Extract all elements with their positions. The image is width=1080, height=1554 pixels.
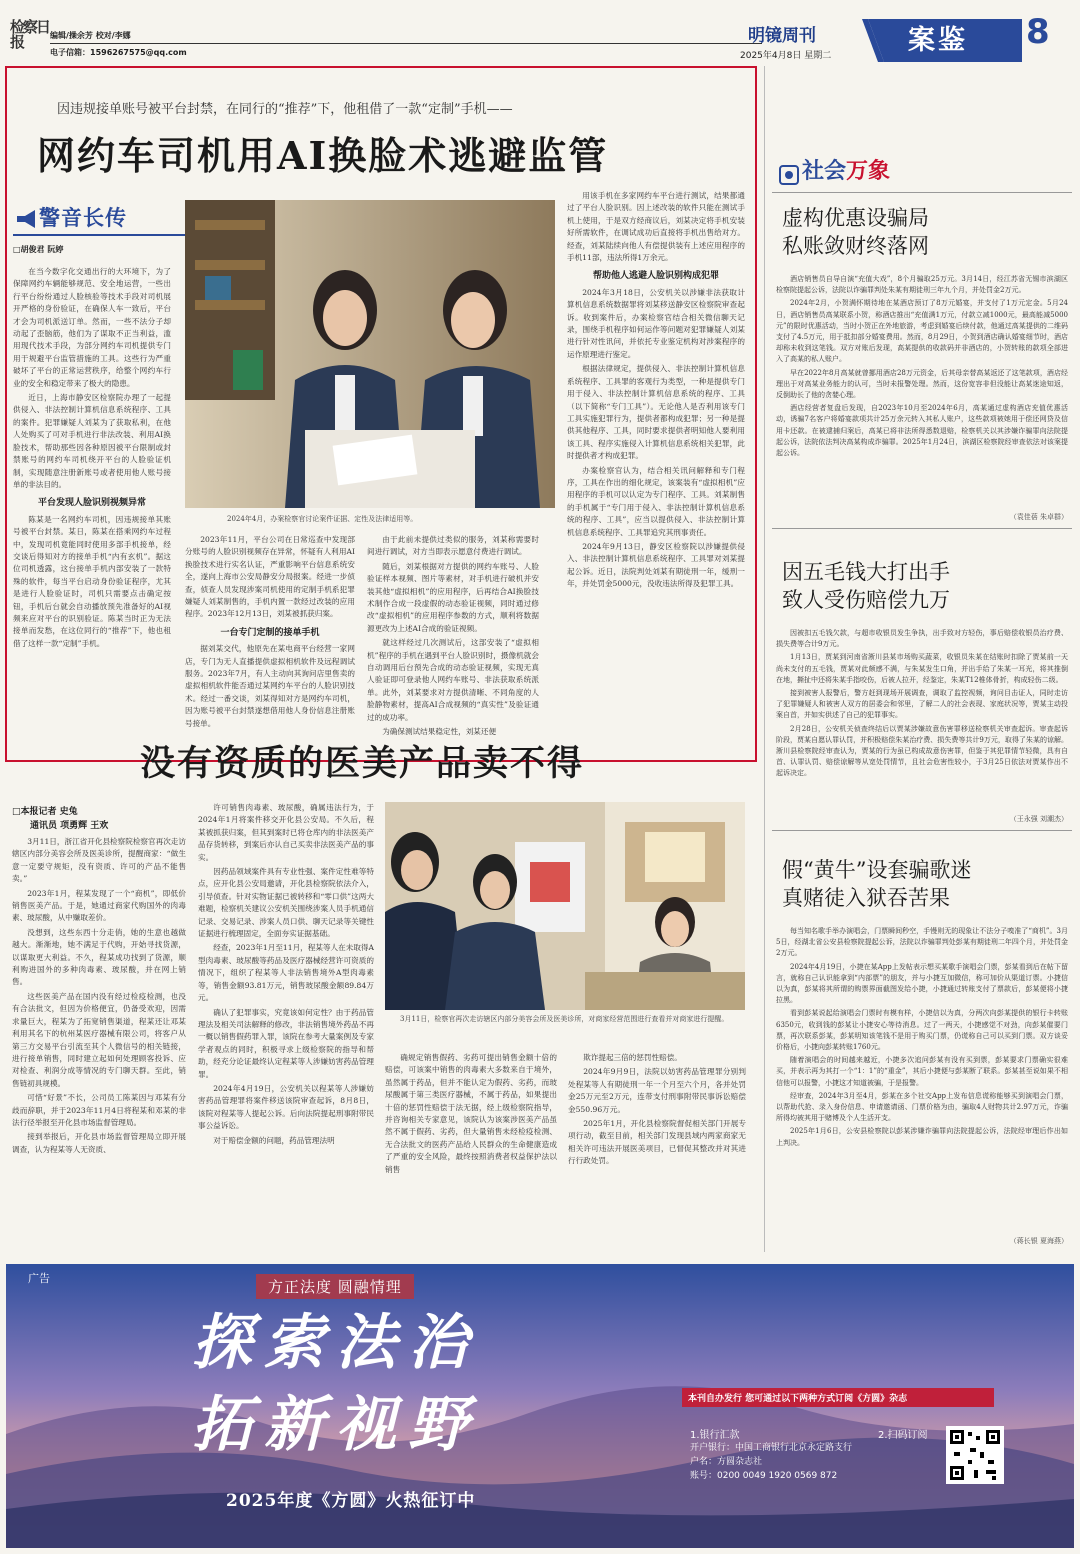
story2-title: 没有资质的医美产品卖不得 — [140, 743, 585, 784]
paragraph: 随后，刘某根据对方提供的网约车账号、人脸验证样本视频、图片等素材，对手机进行破机并安装其他“虚拟相机”的应用程序，后再结合AI换脸技术制作合成一段虚假的动态验证视频，同时通过修改“虚拟相机”的应用程序参数的方式，顺利将数据源更改为上述AI合成的验证视频。 — [367, 561, 539, 633]
paragraph: 陈某是一名网约车司机，因违规接单其账号被平台封禁。某日，陈某在搭乘网约车过程中，发现司机竟能同时使用多部手机接单，经交谈后得知对方的接单手机“内有玄机”。据这位司机透露，这台接单手机内部安装了一款特殊的软件，每当平台启动身份验证程序，尤其是进行人脸验证时，司机只需要点击确定按钮，手机后台就会自动播放预先准备好的AI视频来应对平台的识别验证。陈某当时正为无法接单而发愁，在这位同行的“推荐”下，他也租借了这样一款“定制”手机。 — [13, 514, 171, 648]
subheading: 帮助他人逃避人脸识别构成犯罪 — [592, 271, 719, 282]
subscribe-method-1: 1.银行汇款 — [690, 1430, 740, 1441]
sidebar-story-title: 假“黄牛”设套骗歌迷 — [782, 858, 972, 882]
subscribe-method-2: 2.扫码订阅 — [878, 1430, 928, 1441]
sidebar-story-title: 真赌徒入狱吞苦果 — [782, 886, 950, 910]
paragraph: 酒店销售员自导自演“充值大戏”，8个月骗取25万元。3月14日，经江苏省无锡市滨湖区检察院提起公诉，法院以诈骗罪判处朱某有期徒刑三年九个月，并处罚金2万元。 — [776, 275, 1068, 295]
paragraph: 欺诈提起三倍的惩罚性赔偿。 — [583, 1053, 682, 1062]
editor-line: 编辑/操余芳 校对/李娜 — [50, 31, 131, 40]
paragraph: 2024年9月9日，法院以妨害药品管理罪分别判处程某等人有期徒刑一年一个月至六个月，各并处罚金25万元至2万元，连带支付刑事附带民事诉讼赔偿金550.96万元。 — [568, 1067, 746, 1114]
feature-col-1 — [13, 266, 171, 752]
feature-byline: □胡俊君 阮婷 — [13, 244, 64, 254]
paragraph: 没想到，这些东西十分走俏，她的生意也越做越大。渐渐地，她不满足于代购，开始寻找货源，以谋取更大利益。不久，程某成功找到了货源，顺利购进国外的多种肉毒素、玻尿酸，并在网上销售。 — [12, 927, 186, 987]
sidebar-story-title: 私账敛财终落网 — [782, 234, 929, 258]
qr-code-icon[interactable] — [946, 1426, 1004, 1484]
feature-col-2 — [185, 534, 355, 756]
ad-slogan-1: 探索法治 — [192, 1308, 480, 1378]
subheading: 平台发现人脸识别视频异常 — [37, 498, 146, 509]
paragraph: 2月28日，公安机关侦查终结后以贾某涉嫌故意伤害罪移送检察机关审查起诉。审查起诉阶段，贾某自愿认罪认罚，并积极赔偿朱某治疗费、损失费等共计9万元，取得了朱某的谅解。淅川县检察院经审查认为，贾某的行为虽已构成故意伤害罪，但鉴于其犯罪情节轻微，具有自首、认罪认罚、赔偿谅解等从宽处罚情节，且社会危害性较小，于3月25日依法对贾某作出不起诉决定。 — [776, 724, 1068, 778]
feature-title: 网约车司机用AI换脸术逃避监管 — [37, 133, 609, 178]
masthead-logo: 检察日报 — [10, 18, 50, 51]
paragraph: 对于赔偿金额的问题，药品管理法明 — [213, 1135, 335, 1145]
feature-photo — [185, 200, 555, 508]
ad-slogan-2: 拓新视野 — [192, 1390, 480, 1460]
paragraph: 2025年1月，开化县检察院督促相关部门开展专项行动，截至目前，相关部门发现县域内两家商家无相关许可违法开展医美项目，已督促其整改并对其进行行政处罚。 — [568, 1119, 746, 1166]
sidebar-story-body — [776, 628, 1068, 804]
paragraph: 2024年3月18日，公安机关以涉嫌非法获取计算机信息系统数据罪将刘某移送静安区检察院审查起诉。收到案件后，办案检察官结合相关微信聊天记录，围绕手机程序如何运作等问题对犯罪嫌疑人刘某进行针对性讯问，并依托专业鉴定机构对涉案程序的运作原理进行鉴定。 — [567, 287, 745, 359]
sidebar-story-body — [776, 274, 1068, 504]
paragraph: 就这样经过几次测试后，这部安装了“虚拟相机”程序的手机在遇到平台人脸识别时，摄像机就会自动调用后台预先合成的动态验证视频，实现无真人验证即可登录他人网约车账号、非法获取系统派单。此外，刘某要求对方提供清晰、不同角度的人脸静物素材，提高AI合成视频的“真实性”及验证通过的成功率。 — [367, 638, 539, 722]
paragraph: 为确保测试结果稳定性，刘某还便 — [382, 727, 497, 737]
paragraph: 根据法律规定，提供侵入、非法控制计算机信息系统程序、工具罪的客观行为类型，一种是提供专门用于侵入、非法控制计算机信息系统的程序、工具（以下简称“专门工具”）。无论他人是否利用该专门工具实施犯罪行为，提供者都构成犯罪；另一种是提供其他程序、工具，同时要求提供者明知他人要利用该工具、程序实施侵入计算机信息系统相关犯罪，此时提供者才构成犯罪。 — [567, 364, 745, 461]
paragraph: 早在2022年8月高某就曾挪用酒店28万元资金，后其母亲替高某返还了这笔款项，酒店经理出于对高某业务能力的认可，当时未报警处理。然而，这份宽容非但没能让高某迷途知返，反倒助长了他的贪婪心理。 — [776, 368, 1068, 400]
account-name: 户名：方圆杂志社 — [690, 1457, 763, 1467]
paragraph: 这些医美产品在国内没有经过检疫检测，也没有合法批文，但因为价格便宜，仍备受欢迎，因需求量巨大，程某为了拓宽销售渠道，程某还让邓某利用其名下的杭州某医疗器械有限公司，将客户从第三方交易平台引流至其个人微信号的相关链接，进行接单销售，同时建立起如何处理顾客投诉、应对检查、利润分成等情况的专门聊天群。至此，销售链初具规模。 — [12, 991, 186, 1088]
paragraph: 办案检察官认为，结合相关讯问解释和专门程序，工具在作出的细化规定，该案装有“虚拟相机”应用程序的手机可以认定为专门程序、工具。刘某制售的手机属于“专门用于侵入、非法控制计算机信息系统的程序、工具”，应当以提供侵入、非法控制计算机信息系统程序、工具罪追究其刑事责任。 — [567, 465, 745, 537]
paragraph: 3月11日，浙江省开化县检察院检察官再次走访辖区内部分美容会所及医美诊所，提醒商家：“做生意一定要守规矩，没有资质、许可的产品不能售卖。” — [12, 837, 186, 884]
paragraph: 许可销售肉毒素、玻尿酸，确属违法行为，于2024年1月将案件移交开化县公安局。不久后，程某被抓获归案，但其到案时已将仓库内的非法医美产品存货转移，到案后亦认自己买卖非法医美产品的事实。 — [198, 803, 374, 862]
paragraph: 因被扣五毛钱欠款，与超市收银员发生争执，出手致对方轻伤，事后赔偿收银员治疗费、损失费等合计9万元。 — [776, 629, 1068, 649]
ad-banner — [6, 1264, 1074, 1548]
story2-col-4 — [568, 1052, 746, 1248]
paragraph: 用该手机在多家网约车平台进行测试，结果都通过了平台人脸识别。因上述改装的软件只能在测试手机上使用，于是双方经商议后，刘某决定将手机安装好所需软件，在调试成功后直接将手机出售给对方。经查，刘某陆续向他人有偿提供装有上述应用程序的手机11部，违法所得1万余元。 — [567, 191, 745, 263]
paragraph: 2023年1月，程某发现了一个“商机”，即低价销售医美产品。于是，她通过商家代购国外的肉毒素、玻尿酸，从中赚取差价。 — [12, 888, 186, 923]
page-number: 8 — [1026, 12, 1050, 52]
sidebar-story-title: 因五毛钱大打出手 — [782, 560, 950, 584]
ad-footer: 2025年度《方圆》火热征订中 — [226, 1491, 476, 1511]
paragraph: 接到举报后，开化县市场监督管理局立即开展调查，认为程某等人无资质、 — [12, 1132, 186, 1154]
story2-photo-caption: 3月11日，检察官再次走访辖区内部分美容会所及医美诊所，对商家经营范围进行查看并对商家进行提醒。 — [400, 1015, 729, 1023]
paragraph: 经查，2023年1月至11月，程某等人在未取得A型肉毒素、玻尿酸等药品及医疗器械经营许可资质的情况下，组织了程某等人非法销售境外A型肉毒素等，销售金额93.81万元，销售玻尿酸金额89.84万元。 — [198, 943, 374, 1003]
sidebar-story — [782, 856, 1068, 912]
email-line: 电子信箱：1596267575@qq.com — [50, 48, 187, 57]
paragraph: 2023年11月，平台公司在日常巡查中发现部分账号的人脸识别视频存在异常，怀疑有人利用AI换脸技术进行实名认证，严重影响平台信息系统安全，遂向上海市公安局静安分局报案。经进一步侦查，侦查人员发现涉案司机使用的定制手机系犯罪嫌疑人刘某制售的，手机内置一款经过改装的应用程序。2023年12月13日，刘某被抓获归案。 — [185, 535, 355, 619]
bank-name: 开户银行：中国工商银行北京永定路支行 — [690, 1443, 853, 1453]
feature-col-4 — [567, 190, 745, 754]
paragraph: 确规定销售假药、劣药可提出销售金额十倍的赔偿，可该案中销售的肉毒素大多数来自于境外，虽然属于药品，但并不能认定为假药、劣药，而玻尿酸属于第三类医疗器械，不属于药品，如果提出十倍的惩罚性赔偿于法无据，经上级检察院指导，并咨询相关专家意见，该院认为该案涉医美产品虽然不属于假药、劣药，但大量销售未经检疫检测、无合法批文的医药产品给人民群众的生命健康造成了严重的安全风险，最终按照消费者权益保护法以销售 — [385, 1053, 557, 1174]
paragraph: 2024年4月19日，公安机关以程某等人涉嫌妨害药品管理罪将案件移送该院审查起诉，8月8日，该院对程某等人提起公诉。后向法院提起刑事附带民事公益诉讼。 — [198, 1083, 374, 1131]
paragraph: 2024年4月19日，小捷在某App上发帖表示想买某歌手演唱会门票，彭某看到后在帖下留言，就称自己认识能拿到“内部票”的朋友，并与小捷互加微信，称可加价从渠道订票。小捷信以为真，彭某将其所谓的购票界面截图发给小捷，小捷通过转账支付了票款后，彭某便将小捷拉黑。 — [776, 962, 1068, 1005]
paragraph: 接到被害人报警后，警方赶到现场开展调查，调取了监控视频，询问目击证人，同时走访了犯罪嫌疑人和被害人双方的居委会和邻里，了解二人的社会表现、家庭状况等，贾某主动投案自首，并如实供述了自己的犯罪事实。 — [776, 689, 1068, 720]
sidebar-story-credit: （袁佳蓓 朱卓群） — [1009, 513, 1068, 521]
story2-byline-1: □本报记者 史兔 — [12, 807, 78, 817]
paragraph: 酒店经营者复盘后发现，自2023年10月至2024年6月，高某通过虚构酒店充值优惠活动，诱骗7名客户将婚宴款项共计25万余元转入其私人账户，这些款项被她用于偿还网贷及信用卡还款。在被逮捕归案后，高某已将非法所得悉数退赔，检察机关以其涉嫌诈骗罪向法院提起公诉，法院依法判决高某构成诈骗罪。2025年1月24日，滨湖区检察院经审查依法对该案提起公诉。 — [776, 404, 1068, 458]
ad-tagline: 方正法度 圆融情理 — [256, 1274, 414, 1299]
story2-photo — [385, 802, 745, 1010]
issue-date: 2025年4月8日 星期二 — [740, 51, 832, 61]
story2-col-1 — [12, 836, 186, 1248]
paragraph: 看到彭某说起给演唱会门票时有模有样，小捷信以为真，分两次向彭某提供的银行卡转账6350元，收到钱的彭某让小捷安心等待消息。过了一两天，小捷感觉不对劲，向彭某催要门票，再次联系彭某，彭某明知该笔钱不是用于购买门票，仍谎称自己可以买到门票。双方谈妥价格后，小捷向彭某转账1760元。 — [776, 1009, 1068, 1052]
sidebar-story-title: 致人受伤赔偿九万 — [782, 588, 950, 612]
paragraph: 2025年1月6日，公安县检察院以彭某涉嫌诈骗罪向法院提起公诉，法院经审理后作出如上判决。 — [776, 1127, 1068, 1147]
paragraph: 据刘某交代，他原先在某电商平台经营一家网店，专门为无人直播提供虚拟相机软件及远程调试服务。2023年7月，有人主动向其询问店里售卖的虚拟相机软件能否通过某网约车平台的人脸识别技术。经过一番交谈，刘某得知对方是网约车司机，因为账号被平台封禁遂想借用他人身份信息注册账号接单。 — [185, 644, 355, 728]
subscribe-bar: 本刊自办发行 您可通过以下两种方式订阅《方圆》杂志 — [682, 1388, 994, 1407]
paragraph: 近日，上海市静安区检察院办理了一起提供侵入、非法控制计算机信息系统程序、工具的案件。犯罪嫌疑人刘某为了获取私利，在他人处购买了可对手机进行非法改装、利用AI换脸技术，帮助那些因各种原因被平台限制或封禁账号的网约车司机绕开平台的人脸验证机制，实现随意注册新账号或者使用他人账号接单的非法目的。 — [13, 393, 171, 489]
paragraph: 每当知名歌手举办演唱会，门票瞬间秒空，手慢则无的现象让不法分子嗅准了“商机”。3月5日，经湖北省公安县检察院提起公诉，法院以诈骗罪判处彭某有期徒刑二年四个月，并处罚金2万元。 — [776, 927, 1068, 958]
account-number: 账号：0200 0049 1920 0569 872 — [690, 1471, 838, 1481]
sidebar-story-title: 虚构优惠设骗局 — [782, 206, 929, 230]
paragraph: 2024年2月，小贺满怀期待地在某酒店预订了8万元婚宴，并支付了1万元定金。5月24日，酒店销售员高某联系小贺，称酒店推出“充值满1万元，付款立减1000元，最高能减5000元”的限时优惠活动，当时小贺正在外地旅游，考虑到婚宴后续付款，他通过高某提供的二维码支付了4.5万元，用于抵扣部分婚宴费用。然而，8月29日，小贺到酒店确认婚宴细节时，酒店却称未收到这笔钱。双方对账后发现，高某提供的收款码并非酒店的，小贺转账的款项全部进入了高某的私人账户。 — [776, 299, 1068, 364]
paragraph: 随着演唱会的时间越来越近，小捷多次追问彭某有没有买到票，彭某要求门票确实很难买，并表示再为其打一个“1：1”的“重金”，其后小捷便与彭某断了联系。彭某甚至说如果不相信他可以报警，小捷这才知道被骗，于是报警。 — [776, 1056, 1068, 1087]
column-tag: 警音长传 — [39, 205, 127, 230]
paragraph: 由于此前未提供过类似的服务，刘某称需要时间进行调试，对方当即表示愿意付费进行调试。 — [367, 535, 539, 557]
feature-box — [5, 66, 757, 762]
story2-col-2 — [198, 802, 374, 1248]
paragraph: 确认了犯罪事实，究竟该如何定性？由于药品管理法及相关司法解释的修改，非法销售境外药品不再一概以销售假药罪入罪，该院在参考大量案例及专家学者观点的同时，积极寻求上级检察院的指导和帮助，经充分论证最终认定程某等人涉嫌妨害药品管理罪。 — [198, 1007, 374, 1079]
sidebar-story-body — [776, 926, 1068, 1226]
paragraph: 1月13日，贾某到河南省淅川县某市场购买蔬菜，收银员朱某在结账时扣除了贾某前一天尚未支付的五毛钱，贾某对此颇感不满，与朱某发生口角，并出手给了朱某一耳光，将其推倒在地，撕扯中还将朱某手指咬伤，后被人拉开，经鉴定，朱某T12椎体骨折，构成轻伤二级。 — [776, 653, 1068, 684]
sidebar-story — [782, 204, 1068, 260]
sidebar-story-credit: （王永强 刘潮杰） — [1009, 815, 1068, 823]
section-label-1: 社会 — [802, 158, 847, 184]
sidebar-story — [782, 558, 1068, 614]
ad-label: 广告 — [28, 1272, 50, 1285]
sidebar-story-credit: （蒋长银 夏海燕） — [1009, 1237, 1068, 1245]
section-name: 明镜周刊 — [748, 26, 816, 46]
feature-kicker: 因违规接单账号被平台封禁，在同行的“推荐”下，他租借了一款“定制”手机—— — [57, 102, 513, 117]
section-label-2: 万象 — [846, 158, 891, 184]
megaphone-icon — [15, 208, 39, 230]
subheading: 一台专门定制的接单手机 — [220, 627, 320, 638]
paragraph: 经审查，2024年3月至4月，彭某在多个社交App上发布信息谎称能够买到演唱会门票，以帮助代抢、录入身份信息、申请邀请函、门票价格为由，骗取4人财物共计2.97万元，诈骗所得均被其用于赌博及个人生活开支。 — [776, 1091, 1068, 1123]
column-name: 案鉴 — [908, 25, 968, 56]
paragraph: 在当今数字化交通出行的大环境下，为了保障网约车辆能够规范、安全地运营，一些出行平台纷纷通过人脸核验等技术手段对司机展开严格的身份验证，在确保人车一致后，平台才会为司机派送订单。然而，一些不法分子却动起了歪脑筋，他们为了谋取不正当利益，滥用现代技术手段，为部分网约车司机提供专门用于规避平台监管措施的工具。这些行为严重破坏了平台的正常运营秩序，给整个网约车行业的安全和稳定带来了极大的隐患。 — [13, 267, 171, 388]
paragraph: 因药品领域案件具有专业性强、案件定性难等特点，应开化县公安局邀请，开化县检察院依法介入，引导侦查。针对实物证据已被转移和“零口供”这两大难题，检察机关建议公安机关围绕涉案人员手机通信记录、交易记录、涉案人员口供、聊天记录等关键性证据进行梳理固定，全面夯实证据基础。 — [198, 867, 374, 939]
paragraph: 可惜“好景”不长，公司员工陈某因与邓某有分歧而辞职，并于2023年11月4日将程某和邓某的非法行径举报至开化县市场监督管理局。 — [12, 1093, 186, 1127]
section-icon — [778, 164, 800, 186]
paragraph: 2024年9月13日，静安区检察院以涉嫌提供侵入、非法控制计算机信息系统程序、工具罪对刘某提起公诉。近日，法院判处刘某有期徒刑一年，缓刑一年，并处罚金5000元，没收违法所得及犯罪工具。 — [567, 541, 745, 589]
story2-byline-2: 通讯员 项勇辉 王欢 — [30, 821, 109, 831]
feature-col-3 — [367, 534, 539, 756]
feature-photo-caption: 2024年4月，办案检察官讨论案件证据、定性及法律适用等。 — [227, 515, 418, 523]
page-header — [0, 0, 1080, 62]
sidebar — [772, 140, 1072, 1250]
story2-col-3 — [385, 1052, 557, 1248]
